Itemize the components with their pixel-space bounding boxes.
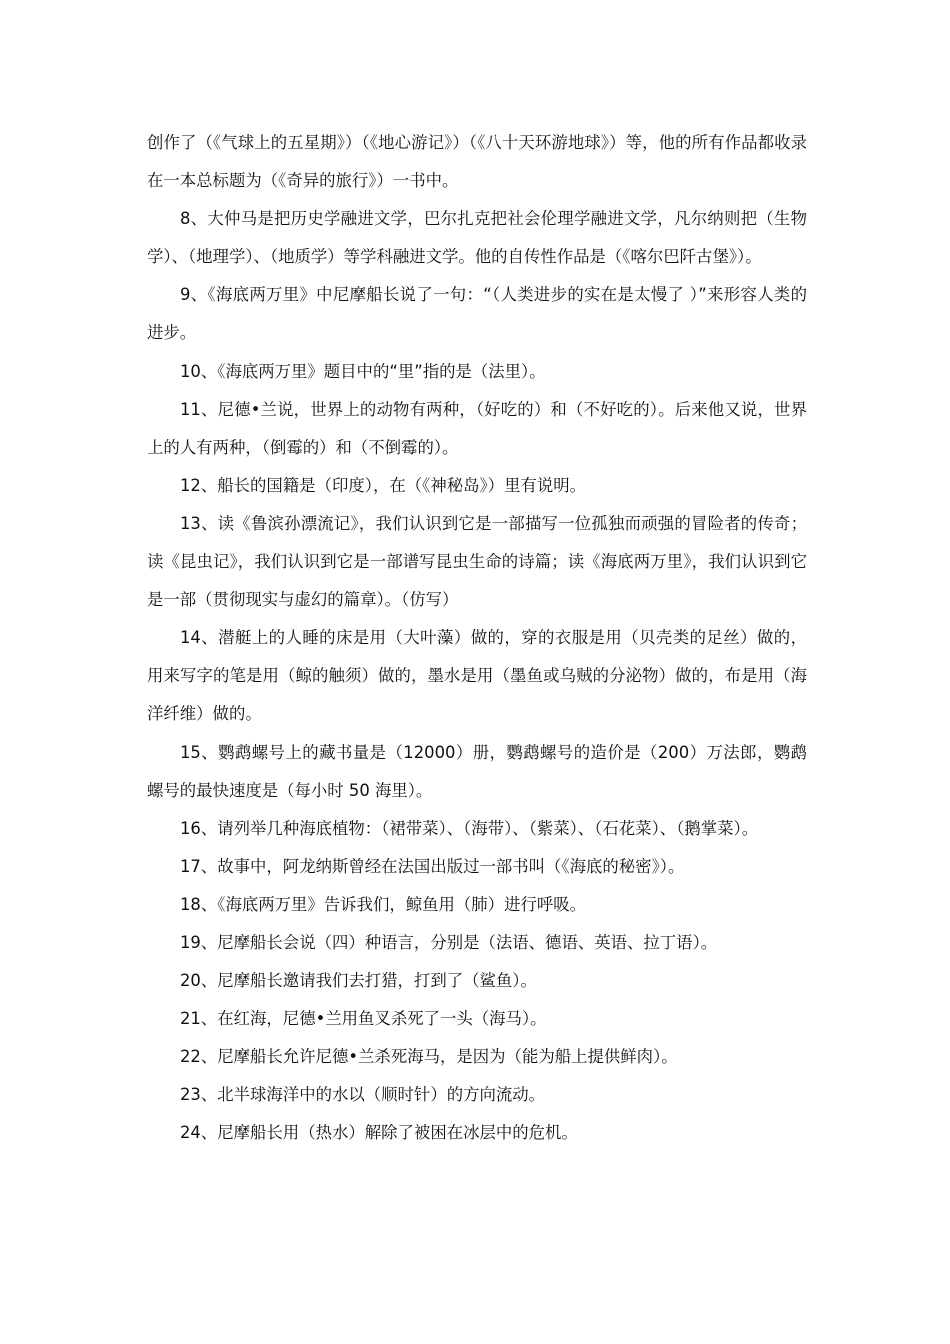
paragraph-item-17: 17、故事中，阿龙纳斯曾经在法国出版过一部书叫（《海底的秘密》）。 <box>180 856 685 876</box>
paragraph-item-23: 23、北半球海洋中的水以（顺时针）的方向流动。 <box>180 1085 546 1105</box>
paragraph-item-14: 14、潜艇上的人睡的床是用（大叶藻）做的，穿的衣服是用（贝壳类的足丝）做的，用来写字的笔是用（鲸的触须）做的，墨水是用（墨鱼或乌贼的分泌物）做的，布是用（海洋纤维）做的。 <box>147 628 807 724</box>
paragraph-item-13: 13、读《鲁滨孙漂流记》，我们认识到它是一部描写一位孤独而顽强的冒险者的传奇；读《昆虫记》，我们认识到它是一部谱写昆虫生命的诗篇；读《海底两万里》，我们认识到它是一部（贯彻现实与虚幻的篇章）。（仿写） <box>147 513 807 610</box>
paragraph-item-22: 22、尼摩船长允许尼德•兰杀死海马，是因为（能为船上提供鲜肉）。 <box>180 1047 678 1067</box>
paragraph-item-8: 8、大仲马是把历史学融进文学，巴尔扎克把社会伦理学融进文学，凡尔纳则把（生物学）、（地理学）、（地质学）等学科融进文学。他的自传性作品是（《喀尔巴阡古堡》）。 <box>147 209 807 267</box>
paragraph-item-12: 12、船长的国籍是（印度），在（《神秘岛》）里有说明。 <box>180 475 587 495</box>
paragraph-item-10: 10、《海底两万里》题目中的“里”指的是（法里）。 <box>180 361 546 381</box>
paragraph-item-21: 21、在红海，尼德•兰用鱼叉杀死了一头（海马）。 <box>180 1009 547 1029</box>
paragraph-item-20: 20、尼摩船长邀请我们去打猎，打到了（鲨鱼）。 <box>180 971 537 991</box>
paragraph-item-24: 24、尼摩船长用（热水）解除了被困在冰层中的危机。 <box>180 1123 578 1143</box>
document-body <box>147 124 807 1153</box>
paragraph-item-9: 9、《海底两万里》中尼摩船长说了一句：“（人类进步的实在是太慢了 ）”来形容人类的进步。 <box>147 285 807 343</box>
paragraph-item-19: 19、尼摩船长会说（四）种语言，分别是（法语、德语、英语、拉丁语）。 <box>180 932 718 952</box>
paragraph-works: 创作了（《气球上的五星期》）（《地心游记》）（《八十天环游地球》）等，他的所有作品都收录在一本总标题为（《奇异的旅行》）一书中。 <box>147 133 807 191</box>
paragraph-item-16: 16、请列举几种海底植物：（裙带菜）、（海带）、（紫菜）、（石花菜）、（鹅掌菜）。 <box>180 818 759 838</box>
paragraph-item-15: 15、鹦鹉螺号上的藏书量是（12000）册，鹦鹉螺号的造价是（200）万法郎，鹦鹉螺号的最快速度是（每小时 50 海里）。 <box>147 742 807 800</box>
paragraph-item-11: 11、尼德•兰说，世界上的动物有两种，（好吃的）和（不好吃的）。后来他又说，世界上的人有两种，（倒霉的）和（不倒霉的）。 <box>147 399 807 457</box>
paragraph-item-18: 18、《海底两万里》告诉我们，鲸鱼用（肺）进行呼吸。 <box>180 894 587 914</box>
